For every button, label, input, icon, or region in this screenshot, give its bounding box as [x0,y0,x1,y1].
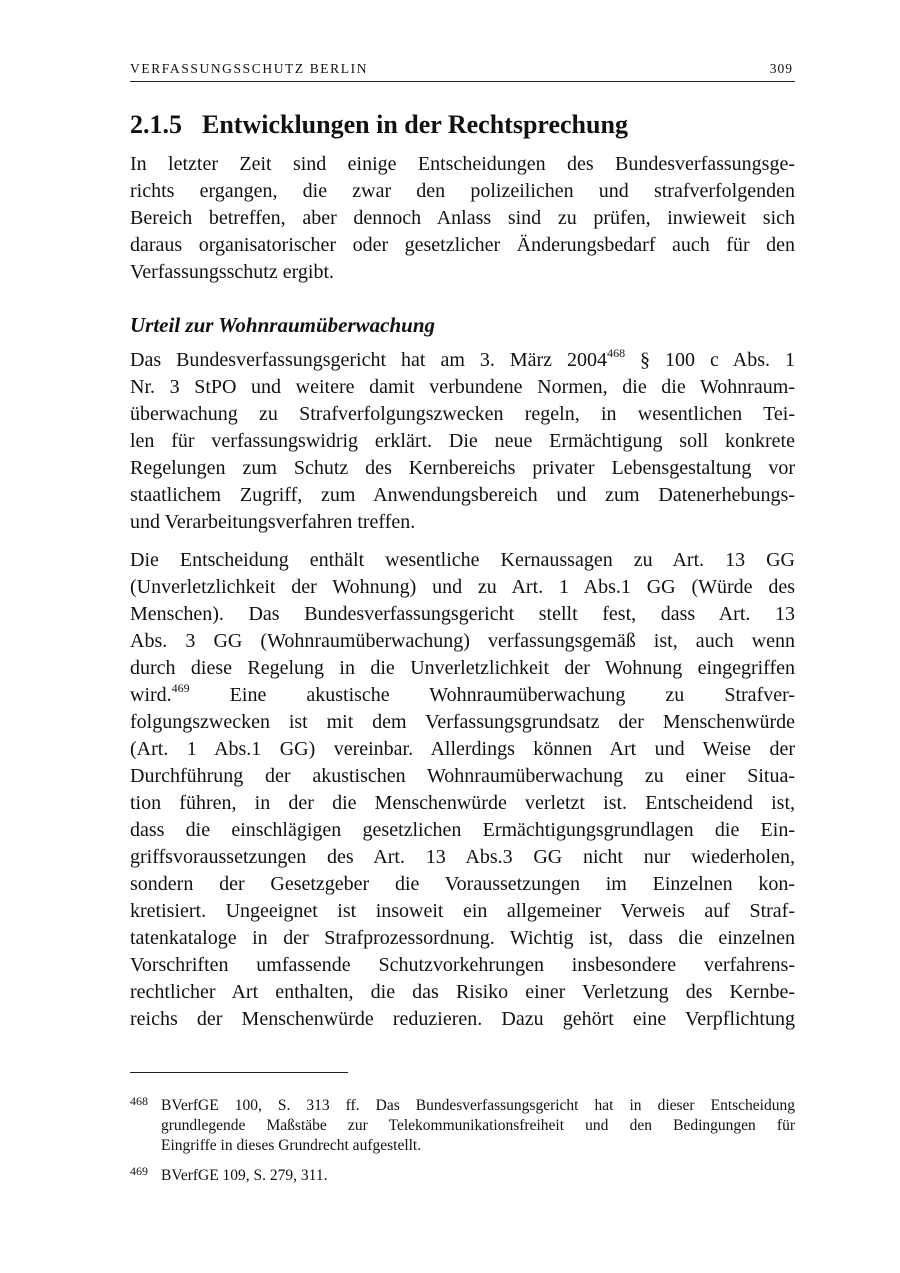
text-line: kretisiert. Ungeeignet ist insoweit ein allgemeiner Verweis auf Straf- [130,900,795,922]
footnote-reference[interactable]: 468 [607,346,626,360]
subsection-heading: Urteil zur Wohnraumüberwachung [130,313,436,337]
text-line: Nr. 3 StPO und weitere damit verbundene Normen, die die Wohnraum- [130,376,795,398]
text-line: griffsvoraussetzungen des Art. 13 Abs.3 GG nicht nur wiederholen, [130,846,795,868]
text-line: daraus organisatorischer oder gesetzlicher Änderungsbedarf auch für den [130,234,795,256]
footnote-text [161,1096,795,1156]
text-line: In letzter Zeit sind einige Entscheidungen des Bundesverfassungsge- [130,153,795,175]
text-line: und Verarbeitungsverfahren treffen. [130,511,416,533]
footnote-line: BVerfGE 109, S. 279, 311. [161,1167,328,1184]
footnote-line: BVerfGE 100, S. 313 ff. Das Bundesverfassungsgericht hat in dieser Entscheidung [161,1097,795,1114]
text-line: len für verfassungswidrig erklärt. Die neue Ermächtigung soll konkrete [130,430,795,452]
section-title: Entwicklungen in der Rechtsprechung [202,110,628,139]
text-line: sondern der Gesetzgeber die Voraussetzungen im Einzelnen kon- [130,873,795,895]
text-fragment: wird. [130,684,172,706]
text-line: Regelungen zum Schutz des Kernbereichs privater Lebensgestaltung vor [130,457,795,479]
running-title: VERFASSUNGSSCHUTZ BERLIN [130,61,369,76]
running-header [130,61,795,82]
section-heading [130,108,795,142]
text-line: richts ergangen, die zwar den polizeilichen und strafverfolgenden [130,180,795,202]
text-line: Die Entscheidung enthält wesentliche Kernaussagen zu Art. 13 GG [130,549,795,571]
text-line: überwachung zu Strafverfolgungszwecken regeln, in wesentlichen Tei- [130,403,795,425]
text-line [130,346,795,374]
text-fragment: § 100 c Abs. 1 [625,349,796,371]
footnote [130,1166,795,1186]
footnote-number: 468 [130,1094,148,1108]
text-line: (Art. 1 Abs.1 GG) vereinbar. Allerdings können Art und Weise der [130,738,795,760]
section-number: 2.1.5 [130,110,182,139]
footnote [130,1096,795,1156]
footnote-text [161,1166,795,1186]
footnote-number: 469 [130,1164,148,1178]
footnote-line: grundlegende Maßstäbe zur Telekommunikationsfreiheit und den Bedingungen für [161,1117,795,1134]
text-line: Durchführung der akustischen Wohnraumüberwachung zu einer Situa- [130,765,795,787]
text-line: rechtlicher Art enthalten, die das Risiko einer Verletzung des Kernbe- [130,981,795,1003]
text-fragment: Das Bundesverfassungsgericht hat am 3. März 2004 [130,349,608,371]
text-fragment: Eine akustische Wohnraumüberwachung zu Strafver- [189,684,795,706]
text-line: reichs der Menschenwürde reduzieren. Dazu gehört eine Verpflichtung [130,1008,795,1030]
footnote-line: Eingriffe in dieses Grundrecht aufgestellt. [161,1137,422,1154]
text-line: Bereich betreffen, aber dennoch Anlass sind zu prüfen, inwieweit sich [130,207,795,229]
text-line: tion führen, in der die Menschenwürde verletzt ist. Entscheidend ist, [130,792,795,814]
text-line: Vorschriften umfassende Schutzvorkehrungen insbesondere verfahrens- [130,954,795,976]
text-line: folgungszwecken ist mit dem Verfassungsgrundsatz der Menschenwürde [130,711,795,733]
text-line: Verfassungsschutz ergibt. [130,261,335,283]
text-line: dass die einschlägigen gesetzlichen Ermächtigungsgrundlagen die Ein- [130,819,795,841]
text-line: (Unverletzlichkeit der Wohnung) und zu Art. 1 Abs.1 GG (Würde des [130,576,795,598]
text-line: tatenkataloge in der Strafprozessordnung. Wichtig ist, dass die einzelnen [130,927,795,949]
text-line: Menschen). Das Bundesverfassungsgericht stellt fest, dass Art. 13 [130,603,795,625]
text-line: staatlichem Zugriff, zum Anwendungsbereich und zum Datenerhebungs- [130,484,795,506]
footnote-reference[interactable]: 469 [171,681,190,695]
text-line: Abs. 3 GG (Wohnraumüberwachung) verfassungsgemäß ist, auch wenn [130,630,795,652]
text-line [130,681,795,709]
footnote-divider [130,1072,348,1073]
text-line: durch diese Regelung in die Unverletzlichkeit der Wohnung eingegriffen [130,657,795,679]
page-number: 309 [769,61,793,76]
